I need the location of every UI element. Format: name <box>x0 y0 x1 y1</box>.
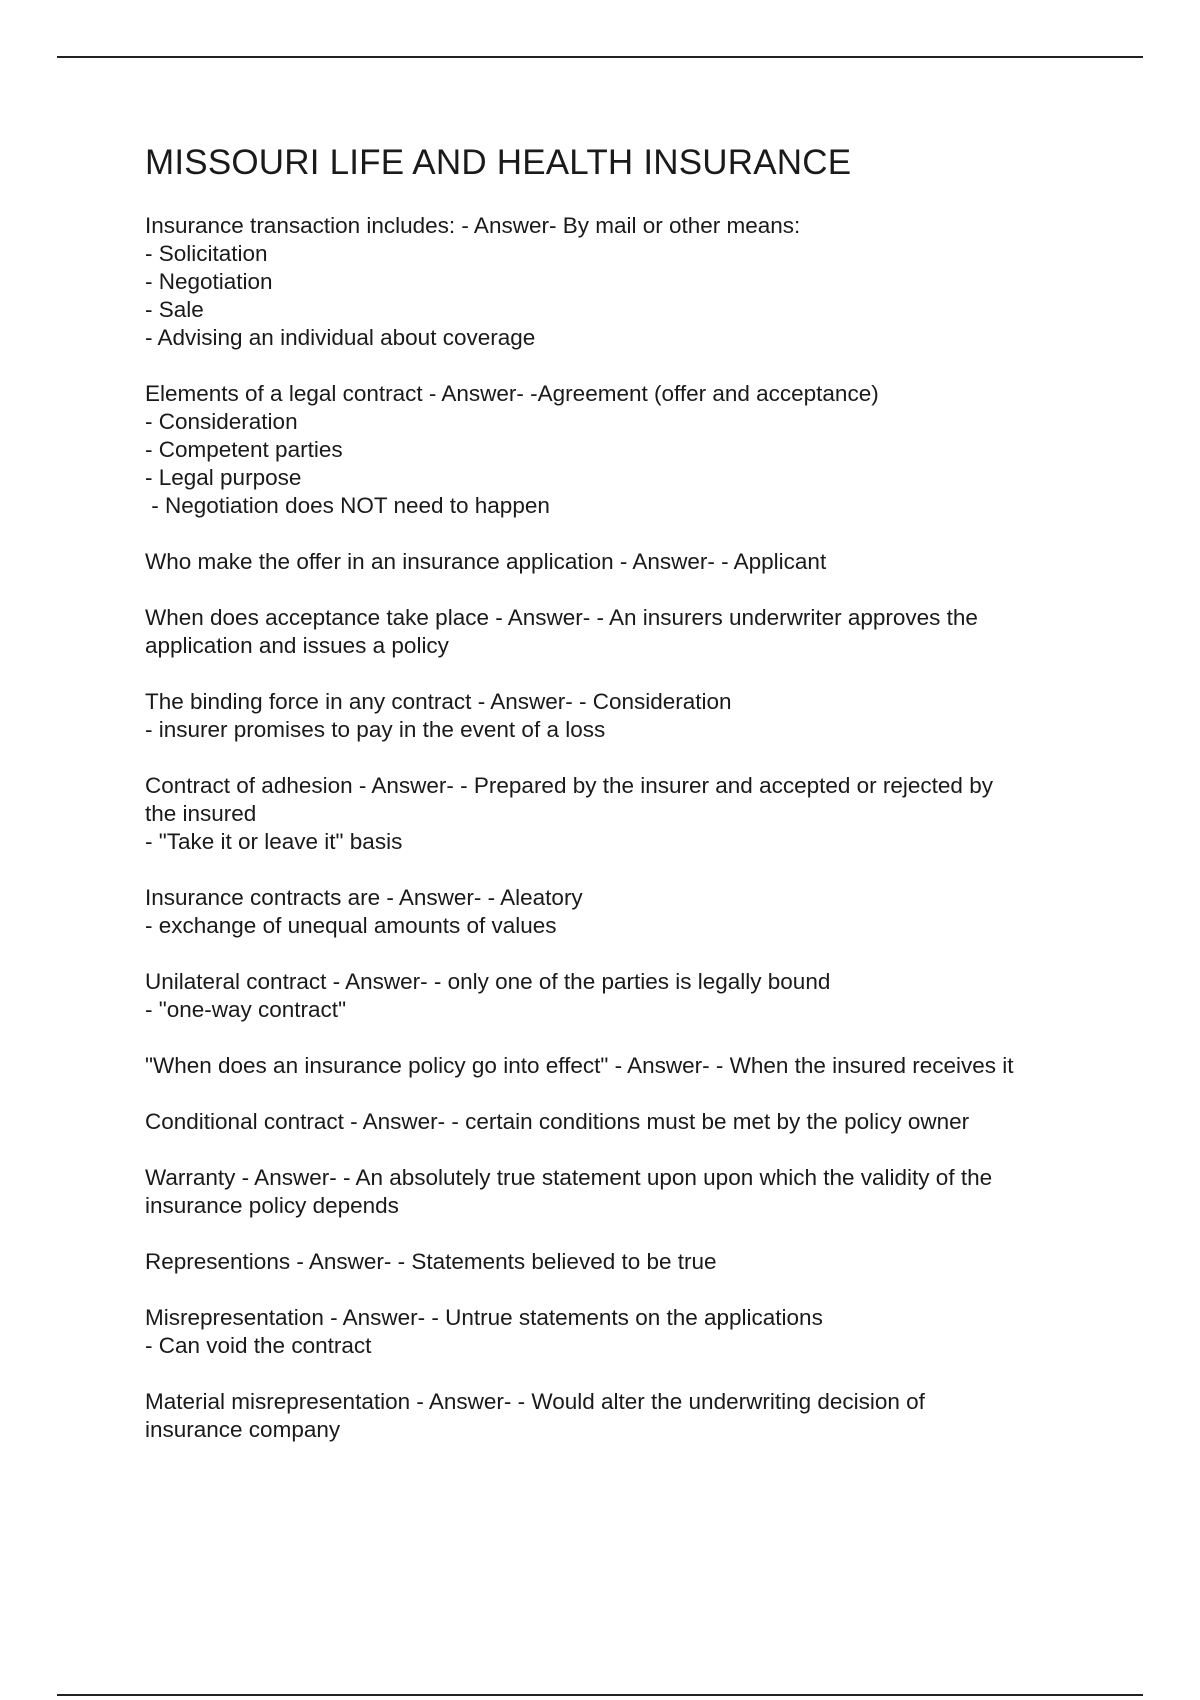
qa-line: insurance company <box>145 1417 341 1442</box>
qa-line: insurance policy depends <box>145 1193 399 1218</box>
qa-line: - Sale <box>145 297 204 322</box>
qa-line: - "one-way contract" <box>145 997 347 1022</box>
qa-entry-acceptance <box>145 604 1105 660</box>
qa-line: the insured <box>145 801 257 826</box>
qa-line: - Negotiation does NOT need to happen <box>145 493 550 518</box>
page-title: MISSOURI LIFE AND HEALTH INSURANCE <box>145 143 852 182</box>
qa-line: When does acceptance take place - Answer- - An insurers underwriter approves the <box>145 605 978 630</box>
qa-line: Insurance transaction includes: - Answer- By mail or other means: <box>145 213 801 238</box>
qa-entry-warranty <box>145 1164 1105 1220</box>
qa-line: "When does an insurance policy go into effect" - Answer- - When the insured receives it <box>145 1053 1014 1078</box>
qa-line: - Legal purpose <box>145 465 302 490</box>
qa-line: Representions - Answer- - Statements believed to be true <box>145 1249 717 1274</box>
qa-line: application and issues a policy <box>145 633 449 658</box>
top-divider <box>57 56 1143 58</box>
qa-line: Who make the offer in an insurance application - Answer- - Applicant <box>145 549 827 574</box>
qa-entry-aleatory <box>145 884 1105 940</box>
qa-line: Elements of a legal contract - Answer- -Agreement (offer and acceptance) <box>145 381 879 406</box>
qa-line: Insurance contracts are - Answer- - Aleatory <box>145 885 583 910</box>
qa-line: - Negotiation <box>145 269 273 294</box>
qa-entry-unilateral <box>145 968 1105 1024</box>
qa-entry-adhesion <box>145 772 1105 856</box>
qa-line: Misrepresentation - Answer- - Untrue statements on the applications <box>145 1305 823 1330</box>
document-body <box>145 142 1105 1472</box>
qa-line: The binding force in any contract - Answer- - Consideration <box>145 689 732 714</box>
qa-line: - Competent parties <box>145 437 343 462</box>
qa-line: Material misrepresentation - Answer- - Would alter the underwriting decision of <box>145 1389 925 1414</box>
qa-line: - Can void the contract <box>145 1333 372 1358</box>
qa-line: - Solicitation <box>145 241 268 266</box>
qa-line: Unilateral contract - Answer- - only one of the parties is legally bound <box>145 969 831 994</box>
qa-entry-offer <box>145 548 1105 576</box>
qa-line: - "Take it or leave it" basis <box>145 829 403 854</box>
qa-entry-effect <box>145 1052 1105 1080</box>
qa-entry-misrepresentation <box>145 1304 1105 1360</box>
qa-line: Conditional contract - Answer- - certain conditions must be met by the policy owner <box>145 1109 970 1134</box>
qa-entry-material-misrepresentation <box>145 1388 1105 1444</box>
qa-entry-binding-force <box>145 688 1105 744</box>
qa-entry-insurance-transaction <box>145 212 1105 352</box>
qa-line: - Advising an individual about coverage <box>145 325 536 350</box>
qa-line: Warranty - Answer- - An absolutely true statement upon upon which the validity of the <box>145 1165 993 1190</box>
bottom-divider <box>57 1694 1143 1696</box>
qa-line: - insurer promises to pay in the event of a loss <box>145 717 606 742</box>
qa-entry-conditional <box>145 1108 1105 1136</box>
qa-entry-legal-contract-elements <box>145 380 1105 520</box>
qa-line: - exchange of unequal amounts of values <box>145 913 557 938</box>
qa-line: - Consideration <box>145 409 298 434</box>
qa-entry-representions <box>145 1248 1105 1276</box>
qa-line: Contract of adhesion - Answer- - Prepared by the insurer and accepted or rejected by <box>145 773 993 798</box>
